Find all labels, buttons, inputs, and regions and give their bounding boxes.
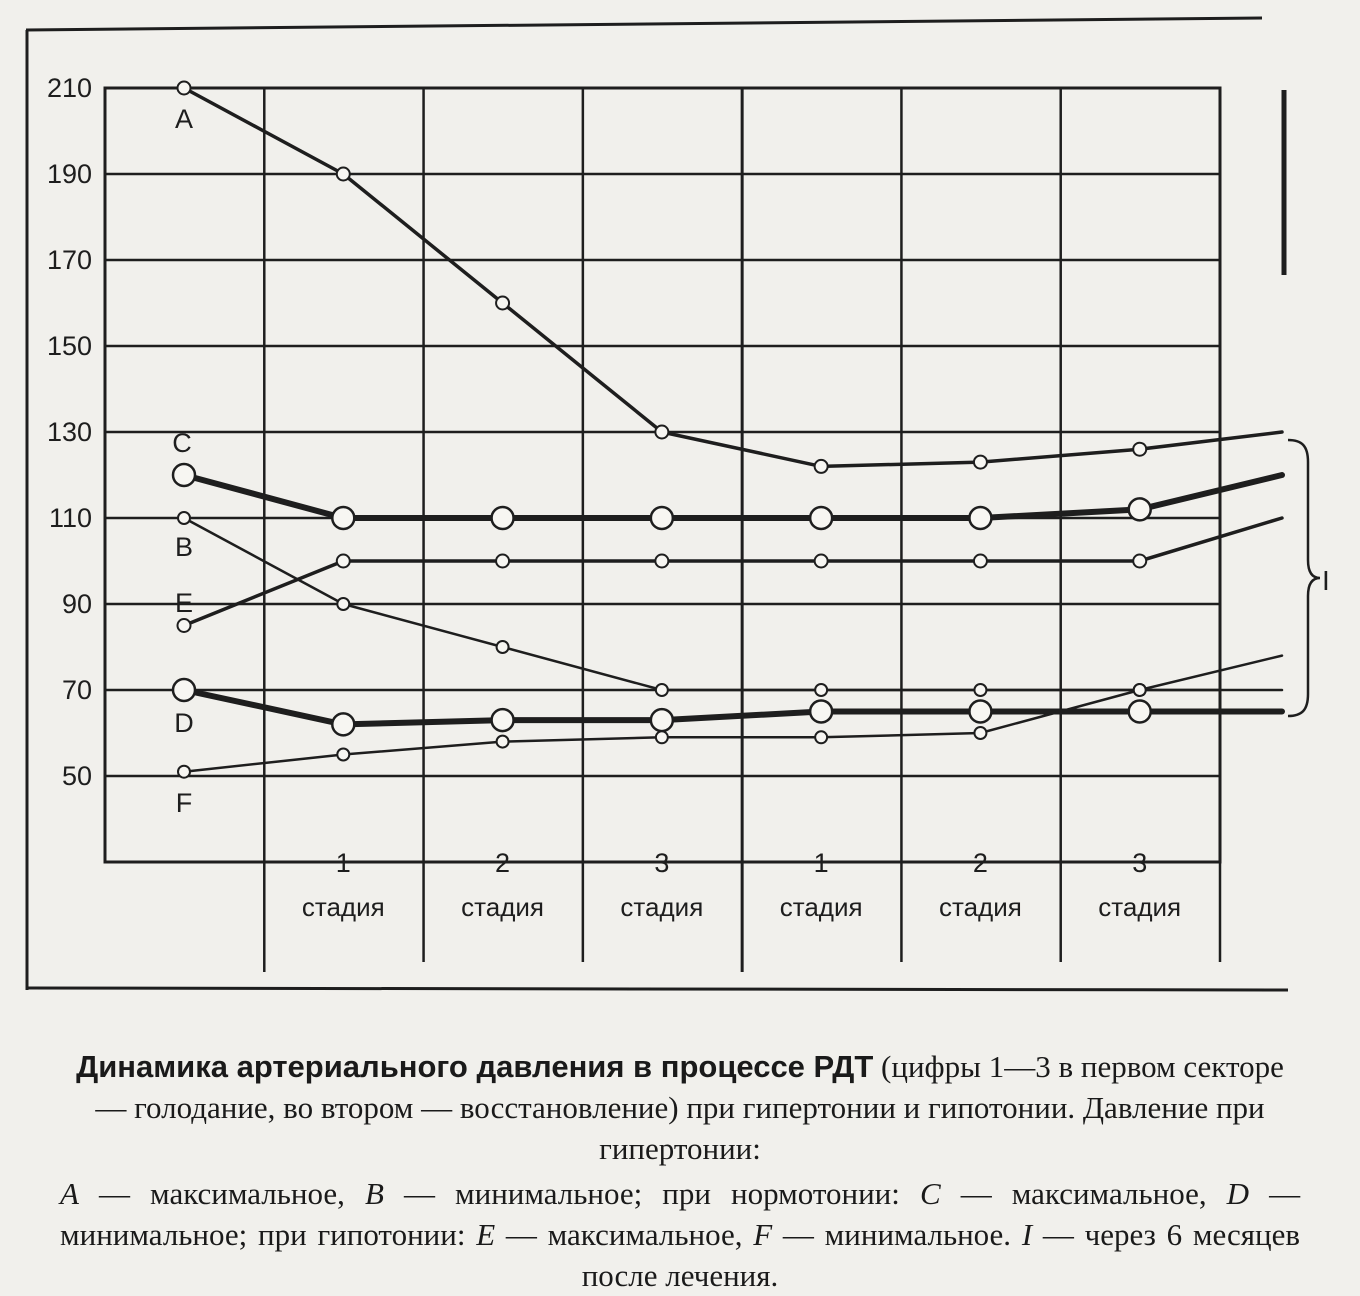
data-series — [173, 82, 1282, 778]
legend-text: — минимальное. — [782, 1217, 1012, 1252]
legend-letter: C — [919, 1176, 941, 1211]
legend-letter: F — [753, 1217, 773, 1252]
stage-word-label: стадия — [301, 892, 385, 922]
stage-word-label: стадия — [938, 892, 1022, 922]
stage-number-label: 2 — [495, 848, 511, 878]
series-label-f: F — [175, 788, 193, 818]
brace-label: I — [1322, 565, 1330, 596]
data-point-c — [651, 507, 673, 529]
data-point-f — [974, 727, 986, 739]
data-point-d — [1129, 701, 1151, 723]
data-point-a — [178, 82, 191, 95]
data-point-f — [815, 731, 827, 743]
data-point-b — [656, 684, 668, 696]
legend-text: — минимальное; при гипотонии: — [60, 1176, 1301, 1252]
chart-outer-frame — [26, 18, 1288, 990]
legend-text: — минимальное; при нормотонии: — [403, 1176, 900, 1211]
stage-number-label: 2 — [972, 848, 988, 878]
data-point-a — [337, 168, 350, 181]
legend-letter: E — [476, 1217, 496, 1252]
data-point-f — [656, 731, 668, 743]
y-tick-label: 210 — [46, 73, 92, 103]
data-point-c — [332, 507, 354, 529]
y-tick-label: 150 — [46, 331, 92, 361]
stage-word-label: стадия — [620, 892, 704, 922]
data-point-a — [655, 426, 668, 439]
y-tick-label: 190 — [46, 159, 92, 189]
frame-bottom-edge — [27, 988, 1288, 990]
six-month-brace — [1288, 440, 1330, 716]
data-point-d — [492, 709, 514, 731]
data-point-e — [974, 555, 987, 568]
data-point-b — [497, 641, 509, 653]
caption-title-lead: Динамика артериального давления в процессе РДТ — [76, 1049, 874, 1084]
series-label-e: E — [174, 588, 194, 618]
series-line-a — [184, 88, 1282, 466]
data-point-b — [815, 684, 827, 696]
y-axis-ticks — [47, 73, 92, 791]
data-point-e — [815, 555, 828, 568]
y-tick-label: 50 — [61, 761, 92, 791]
series-label-a: A — [174, 104, 194, 134]
series-label-d: D — [174, 708, 194, 738]
data-point-d — [332, 713, 354, 735]
data-point-a — [974, 456, 987, 469]
data-point-f — [178, 766, 190, 778]
stage-number-label: 1 — [813, 848, 829, 878]
caption-title-rest: (цифры 1—3 в первом секторе — голодание, во втором — восстановление) при гипертонии и гипотонии. Давление при гипертонии: — [95, 1049, 1284, 1166]
data-point-b — [974, 684, 986, 696]
brace-shape — [1288, 440, 1320, 716]
y-tick-label: 170 — [46, 245, 92, 275]
data-point-c — [969, 507, 991, 529]
y-tick-label: 110 — [48, 503, 92, 533]
frame-top-edge — [26, 18, 1262, 30]
legend-letter: D — [1226, 1176, 1250, 1211]
figure-caption — [60, 1046, 1300, 1296]
data-point-d — [969, 701, 991, 723]
data-point-e — [496, 555, 509, 568]
legend-letter: A — [60, 1176, 79, 1211]
data-point-c — [173, 464, 195, 486]
stage-number-label: 1 — [335, 848, 351, 878]
stage-word-label: стадия — [779, 892, 863, 922]
data-point-e — [178, 619, 191, 632]
legend-letter: B — [364, 1176, 384, 1211]
y-tick-label: 90 — [61, 589, 92, 619]
series-labels — [172, 104, 194, 818]
data-point-a — [815, 460, 828, 473]
data-point-d — [651, 709, 673, 731]
stage-number-label: 3 — [1132, 848, 1148, 878]
data-point-b — [337, 598, 349, 610]
data-point-f — [337, 749, 349, 761]
data-point-c — [1129, 498, 1151, 520]
plot-border — [105, 88, 1220, 862]
data-point-a — [496, 297, 509, 310]
legend-text: — максимальное, — [505, 1217, 743, 1252]
y-tick-label: 130 — [46, 417, 92, 447]
legend-text: — через 6 месяцев после лечения. — [581, 1217, 1301, 1293]
data-point-e — [1133, 555, 1146, 568]
legend-text: — максимальное, — [99, 1176, 345, 1211]
caption-legend — [60, 1173, 1300, 1296]
series-label-b: B — [174, 532, 194, 562]
stage-number-label: 3 — [654, 848, 670, 878]
legend-text: — максимальное, — [960, 1176, 1207, 1211]
data-point-e — [337, 555, 350, 568]
data-point-f — [1134, 684, 1146, 696]
legend-letter: I — [1021, 1217, 1033, 1252]
data-point-f — [497, 736, 509, 748]
data-point-c — [810, 507, 832, 529]
y-tick-label: 70 — [61, 675, 92, 705]
stage-word-label: стадия — [1098, 892, 1182, 922]
data-point-a — [1133, 443, 1146, 456]
data-point-e — [655, 555, 668, 568]
data-point-d — [810, 701, 832, 723]
data-point-c — [492, 507, 514, 529]
series-line-e — [184, 518, 1282, 626]
series-label-c: C — [172, 428, 192, 458]
data-point-b — [178, 512, 190, 524]
caption-title — [60, 1046, 1300, 1169]
stage-word-label: стадия — [461, 892, 545, 922]
data-point-d — [173, 679, 195, 701]
